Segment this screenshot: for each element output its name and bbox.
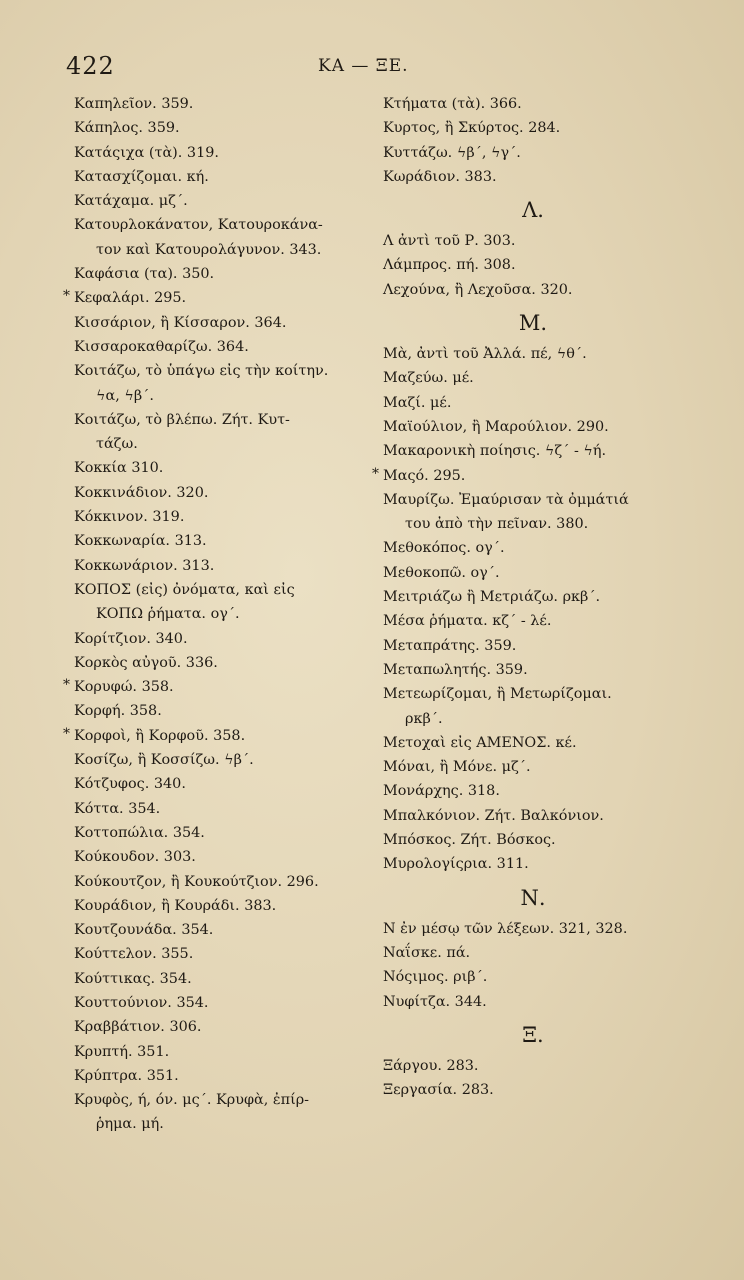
index-entry bbox=[74, 505, 374, 529]
entry-text: Μαζεύω. μέ. bbox=[383, 370, 474, 387]
index-entry bbox=[383, 253, 683, 277]
entry-text: Κατασχίζομαι. κή. bbox=[74, 168, 209, 185]
entry-text: Κρυφὸς, ή, όν. μς΄. Κρυφὰ, ἐπίρ- bbox=[74, 1092, 310, 1109]
entry-text: Κεφαλάρι. 295. bbox=[74, 290, 187, 307]
entry-text: Κοττοπώλια. 354. bbox=[74, 824, 205, 841]
index-entry bbox=[383, 658, 683, 682]
index-entry bbox=[383, 990, 683, 1014]
index-entry bbox=[383, 917, 683, 941]
left-column bbox=[63, 92, 374, 1137]
index-entry bbox=[383, 342, 683, 366]
letter-heading: Ν. bbox=[520, 885, 546, 910]
entry-text: Κωράδιον. 383. bbox=[383, 168, 497, 185]
entry-text: Κάπηλος. 359. bbox=[74, 120, 180, 137]
entry-text: Μόναι, ἢ Μόνε. μζ΄. bbox=[383, 759, 531, 776]
entry-text: Κορφοὶ, ἢ Κορφοῦ. 358. bbox=[74, 727, 246, 744]
entry-text: Κορίτζιον. 340. bbox=[74, 630, 188, 647]
entry-continuation: του ἀπὸ τὴν πεῖναν. 380. bbox=[405, 516, 589, 533]
entry-text: Κρύπτρα. 351. bbox=[74, 1067, 179, 1084]
index-entry bbox=[383, 804, 683, 828]
entry-text: Μεταπράτης. 359. bbox=[383, 637, 517, 654]
index-entry bbox=[383, 585, 683, 609]
right-column bbox=[372, 92, 683, 1102]
index-entry bbox=[383, 92, 683, 116]
entry-text: Κοιτάζω, τὸ ὑπάγω εἰς τὴν κοίτην. bbox=[74, 363, 329, 380]
index-entry bbox=[383, 755, 683, 779]
entry-text: Κατάχαμα. μζ΄. bbox=[74, 193, 188, 210]
index-entry bbox=[383, 366, 683, 390]
entry-text: Μειτριάζω ἢ Μετριάζω. ρκβ΄. bbox=[383, 589, 601, 606]
index-entry bbox=[74, 1015, 374, 1039]
entry-continuation: ῥημα. μή. bbox=[96, 1116, 164, 1133]
index-entry bbox=[74, 627, 374, 651]
entry-text: Λάμπρος. πή. 308. bbox=[383, 257, 516, 274]
entry-text: Μυρολογίςρια. 311. bbox=[383, 856, 529, 873]
index-entry bbox=[74, 918, 374, 942]
index-entry bbox=[74, 894, 374, 918]
index-entry bbox=[74, 311, 374, 335]
index-entry bbox=[74, 748, 374, 772]
index-entry bbox=[74, 213, 374, 262]
index-entry bbox=[74, 529, 374, 553]
index-entry bbox=[383, 731, 683, 755]
entry-text: Ξεργασία. 283. bbox=[383, 1082, 494, 1099]
entry-text: Κούττικας. 354. bbox=[74, 970, 192, 987]
entry-text: Κρυπτή. 351. bbox=[74, 1043, 170, 1060]
entry-text: Μετοχαὶ εἰς ΑΜΕΝΟΣ. κέ. bbox=[383, 734, 577, 751]
index-entry bbox=[74, 991, 374, 1015]
entry-text: Κουράδιον, ἢ Κουράδι. 383. bbox=[74, 897, 277, 914]
index-entry bbox=[74, 335, 374, 359]
entry-text: Μαυρίζω. Ἐμαύρισαν τὰ ὀμμάτιά bbox=[383, 491, 629, 508]
entry-text: Καφάσια (τα). 350. bbox=[74, 266, 215, 283]
letter-heading: Μ. bbox=[518, 311, 548, 336]
index-entry bbox=[74, 942, 374, 966]
index-entry bbox=[74, 1040, 374, 1064]
index-entry bbox=[63, 724, 374, 748]
page-number: 422 bbox=[66, 52, 115, 80]
index-entry bbox=[383, 165, 683, 189]
entry-text: Κραββάτιον. 306. bbox=[74, 1019, 202, 1036]
index-entry bbox=[74, 189, 374, 213]
index-entry bbox=[383, 634, 683, 658]
entry-text: Κουττούνιον. 354. bbox=[74, 994, 209, 1011]
index-entry bbox=[63, 675, 374, 699]
entry-text: Κοκκωνάριον. 313. bbox=[74, 557, 215, 574]
index-entry bbox=[74, 165, 374, 189]
index-entry bbox=[383, 828, 683, 852]
entry-text: Κορυφώ. 358. bbox=[74, 679, 174, 696]
entry-text: Καπηλεῖον. 359. bbox=[74, 96, 194, 112]
entry-text: Μαϊούλιον, ἢ Μαρούλιον. 290. bbox=[383, 418, 609, 435]
asterisk-mark: * bbox=[63, 677, 70, 694]
index-entry bbox=[383, 852, 683, 876]
entry-text: Μὰ, ἀντὶ τοῦ Ἀλλά. πέ, ϟθ΄. bbox=[383, 346, 587, 363]
entry-text: Λ ἀντὶ τοῦ Ρ. 303. bbox=[383, 233, 516, 250]
entry-text: Λεχούνα, ἢ Λεχοῦσα. 320. bbox=[383, 281, 573, 298]
running-head: ΚΑ — ΞΕ. bbox=[318, 56, 409, 76]
index-entry bbox=[383, 779, 683, 803]
entry-text: Μεθοκοπῶ. ογ΄. bbox=[383, 564, 500, 581]
index-entry bbox=[383, 682, 683, 731]
entry-text: Κούττελον. 355. bbox=[74, 946, 194, 963]
index-entry bbox=[383, 116, 683, 140]
index-entry bbox=[74, 116, 374, 140]
index-entry bbox=[383, 941, 683, 965]
index-entry bbox=[383, 141, 683, 165]
index-entry bbox=[383, 1054, 683, 1078]
index-entry bbox=[383, 965, 683, 989]
entry-text: Κούκουτζον, ἢ Κουκούτζιον. 296. bbox=[74, 873, 319, 890]
entry-text: Κουτζουνάδα. 354. bbox=[74, 922, 214, 939]
entry-text: Κτήματα (τὰ). 366. bbox=[383, 96, 522, 112]
asterisk-mark: * bbox=[63, 288, 70, 305]
entry-continuation: ΚΟΠΩ ῥήματα. ογ΄. bbox=[96, 606, 240, 623]
index-entry bbox=[74, 262, 374, 286]
entry-text: Μεταπωλητής. 359. bbox=[383, 661, 528, 678]
index-entry bbox=[74, 821, 374, 845]
index-entry bbox=[74, 1064, 374, 1088]
entry-text: Κορκὸς αὐγοῦ. 336. bbox=[74, 654, 218, 671]
index-entry bbox=[383, 439, 683, 463]
entry-continuation: ϟα, ϟβ΄. bbox=[96, 387, 154, 404]
index-entry bbox=[74, 845, 374, 869]
entry-text: Κατάςιχα (τὰ). 319. bbox=[74, 144, 219, 161]
index-entry bbox=[383, 561, 683, 585]
entry-text: Κοκκινάδιον. 320. bbox=[74, 484, 209, 501]
index-entry bbox=[74, 699, 374, 723]
index-entry bbox=[383, 278, 683, 302]
asterisk-mark: * bbox=[63, 725, 70, 742]
index-entry bbox=[74, 456, 374, 480]
entry-text: Κισσάριον, ἢ Κίσσαρον. 364. bbox=[74, 314, 287, 331]
entry-text: Μετεωρίζομαι, ἢ Μετωρίζομαι. bbox=[383, 686, 612, 703]
entry-text: Κοκκωναρία. 313. bbox=[74, 533, 207, 550]
index-entry bbox=[74, 92, 374, 116]
index-entry bbox=[383, 229, 683, 253]
index-entry bbox=[383, 1078, 683, 1102]
entry-text: Κορφή. 358. bbox=[74, 703, 162, 720]
index-entry bbox=[74, 578, 374, 627]
entry-text: Κόττα. 354. bbox=[74, 800, 161, 817]
entry-continuation: ρκβ΄. bbox=[405, 710, 443, 727]
index-entry bbox=[74, 772, 374, 796]
index-entry bbox=[372, 464, 683, 488]
index-entry bbox=[383, 488, 683, 537]
entry-text: Κόκκινον. 319. bbox=[74, 509, 185, 526]
entry-text: ΚΟΠΟΣ (εἰς) ὀνόματα, καὶ εἰς bbox=[74, 581, 295, 598]
entry-text: Ξάργου. 283. bbox=[383, 1057, 479, 1074]
entry-text: Κισσαροκαθαρίζω. 364. bbox=[74, 338, 249, 355]
index-entry bbox=[383, 391, 683, 415]
index-entry bbox=[74, 1088, 374, 1137]
index-entry bbox=[74, 141, 374, 165]
entry-text: Νόςιμος. ριβ΄. bbox=[383, 969, 488, 986]
letter-heading: Λ. bbox=[522, 198, 544, 223]
asterisk-mark: * bbox=[372, 465, 379, 482]
index-entry bbox=[74, 967, 374, 991]
index-entry bbox=[74, 870, 374, 894]
entry-text: Κυρτος, ἢ Σκύρτος. 284. bbox=[383, 120, 561, 137]
entry-text: Ν ἐν μέσῳ τῶν λέξεων. 321, 328. bbox=[383, 920, 628, 937]
entry-text: Μακαρονικὴ ποίησις. ϟζ΄ - ϟή. bbox=[383, 443, 607, 460]
entry-text: Μονάρχης. 318. bbox=[383, 783, 500, 800]
entry-text: Κατουρλοκάνατον, Κατουροκάνα- bbox=[74, 217, 323, 234]
entry-text: Κότζυφος. 340. bbox=[74, 776, 186, 793]
entry-text: Μεθοκόπος. ογ΄. bbox=[383, 540, 505, 557]
index-entry bbox=[74, 408, 374, 457]
entry-text: Κοιτάζω, τὸ βλέπω. Ζήτ. Κυτ- bbox=[74, 411, 290, 428]
index-entry bbox=[63, 286, 374, 310]
entry-text: Κοκκία 310. bbox=[74, 460, 164, 477]
entry-text: Μαςό. 295. bbox=[383, 467, 466, 484]
index-entry bbox=[74, 359, 374, 408]
entry-text: Κοσίζω, ἢ Κοσσίζω. ϟβ΄. bbox=[74, 752, 254, 769]
entry-text: Νυφίτζα. 344. bbox=[383, 993, 487, 1010]
entry-text: Μπαλκόνιον. Ζήτ. Βαλκόνιον. bbox=[383, 807, 604, 824]
index-entry bbox=[383, 536, 683, 560]
entry-text: Κυττάζω. ϟβ΄, ϟγ΄. bbox=[383, 144, 521, 161]
index-entry bbox=[74, 554, 374, 578]
index-entry bbox=[383, 415, 683, 439]
entry-text: Μαζί. μέ. bbox=[383, 394, 452, 411]
entry-text: Κούκουδον. 303. bbox=[74, 849, 196, 866]
index-entry bbox=[383, 609, 683, 633]
index-entry bbox=[74, 651, 374, 675]
entry-text: Μέσα ῥήματα. κζ΄ - λέ. bbox=[383, 613, 552, 630]
index-entry bbox=[74, 481, 374, 505]
index-entry bbox=[74, 797, 374, 821]
entry-continuation: τάζω. bbox=[96, 436, 138, 453]
entry-text: Μπόσκος. Ζήτ. Βόσκος. bbox=[383, 832, 556, 849]
entry-continuation: τον καὶ Κατουρολάγυνον. 343. bbox=[96, 241, 322, 258]
entry-text: Ναΐσκε. πά. bbox=[383, 944, 471, 961]
letter-heading: Ξ. bbox=[522, 1022, 544, 1047]
